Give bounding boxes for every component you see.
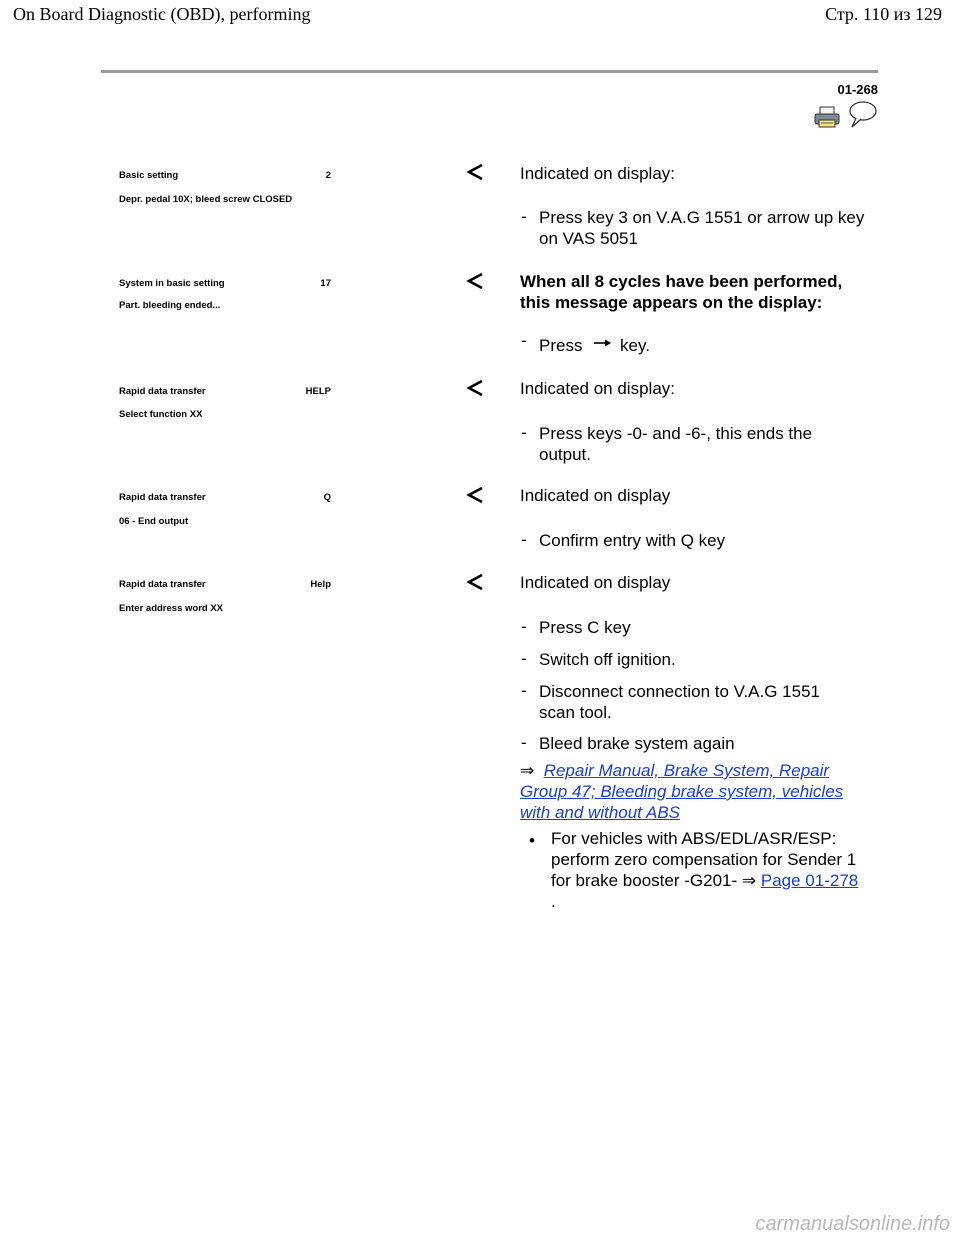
repair-manual-link[interactable]: Repair Manual, Brake System, Repair Group 47; Bleeding brake system, vehicles with and without ABS xyxy=(520,761,844,822)
step-dash: - xyxy=(521,530,527,549)
block-heading: Indicated on display: xyxy=(520,164,675,183)
right-arrow-key-icon xyxy=(592,336,612,348)
document-title: On Board Diagnostic (OBD), performing xyxy=(13,4,311,24)
display-line2: Enter address word XX xyxy=(119,603,224,614)
header-divider xyxy=(101,70,878,73)
display-value: Q xyxy=(323,492,331,503)
step-text: Switch off ignition. xyxy=(539,650,676,669)
display-line1: Rapid data transfer xyxy=(119,386,206,397)
step-dash: - xyxy=(521,617,527,636)
back-arrow-icon[interactable] xyxy=(465,272,487,290)
page-reference-link[interactable]: Page 01-278 xyxy=(760,871,859,890)
reference-paragraph xyxy=(520,760,865,823)
step-text: Bleed brake system again xyxy=(539,734,735,753)
back-arrow-icon[interactable] xyxy=(465,163,487,181)
step-dash: - xyxy=(521,681,527,700)
step-dash: - xyxy=(521,331,527,350)
speech-bubble-icon[interactable] xyxy=(846,100,878,130)
step-dash: - xyxy=(521,423,527,442)
watermark: carmanualsonline.info xyxy=(755,1213,950,1235)
display-line1: Rapid data transfer xyxy=(119,492,206,503)
printer-icon[interactable] xyxy=(814,106,840,128)
bullet-paragraph xyxy=(551,828,866,912)
page-number: 01-268 xyxy=(837,82,878,97)
reference-arrow: ⇒ xyxy=(520,761,535,780)
display-line2: 06 - End output xyxy=(119,516,189,527)
display-value: HELP xyxy=(305,386,331,397)
step-text: Press keys -0- and -6-, this ends the output. xyxy=(539,424,813,464)
step-text: Press key 3 on V.A.G 1551 or arrow up key on VAS 5051 xyxy=(539,208,865,248)
bullet-arrow: ⇒ xyxy=(741,871,757,890)
bullet-suffix: . xyxy=(551,892,556,911)
block-heading: Indicated on display xyxy=(520,486,671,505)
step-text: Disconnect connection to V.A.G 1551 scan tool. xyxy=(539,682,820,722)
step-text: Press C key xyxy=(539,618,631,637)
display-value: Help xyxy=(310,579,331,590)
step-dash: - xyxy=(521,207,527,226)
display-line1: Rapid data transfer xyxy=(119,579,206,590)
display-value: 2 xyxy=(325,170,331,181)
step-press-label: Press xyxy=(539,336,583,355)
step-text: Confirm entry with Q key xyxy=(539,531,726,550)
block-heading: Indicated on display xyxy=(520,573,671,592)
page-counter: Стр. 110 из 129 xyxy=(825,4,942,24)
display-line2: Part. bleeding ended... xyxy=(119,300,221,311)
display-value: 17 xyxy=(320,278,331,289)
back-arrow-icon[interactable] xyxy=(465,379,487,397)
back-arrow-icon[interactable] xyxy=(465,486,487,504)
display-line2: Depr. pedal 10X; bleed screw CLOSED xyxy=(119,194,293,205)
step-dash: - xyxy=(521,733,527,752)
step-key-label: key. xyxy=(620,336,650,355)
block-heading: Indicated on display: xyxy=(520,379,675,398)
step-dash: - xyxy=(521,649,527,668)
display-line1: Basic setting xyxy=(119,170,179,181)
bullet-dot: • xyxy=(529,831,535,850)
back-arrow-icon[interactable] xyxy=(465,573,487,591)
display-line2: Select function XX xyxy=(119,409,203,420)
display-line1: System in basic setting xyxy=(119,278,225,289)
block-heading: When all 8 cycles have been performed, this message appears on the display: xyxy=(520,272,843,312)
bullet-text: For vehicles with ABS/EDL/ASR/ESP: perform zero compensation for Sender 1 for brake booster -G201- xyxy=(551,829,857,890)
